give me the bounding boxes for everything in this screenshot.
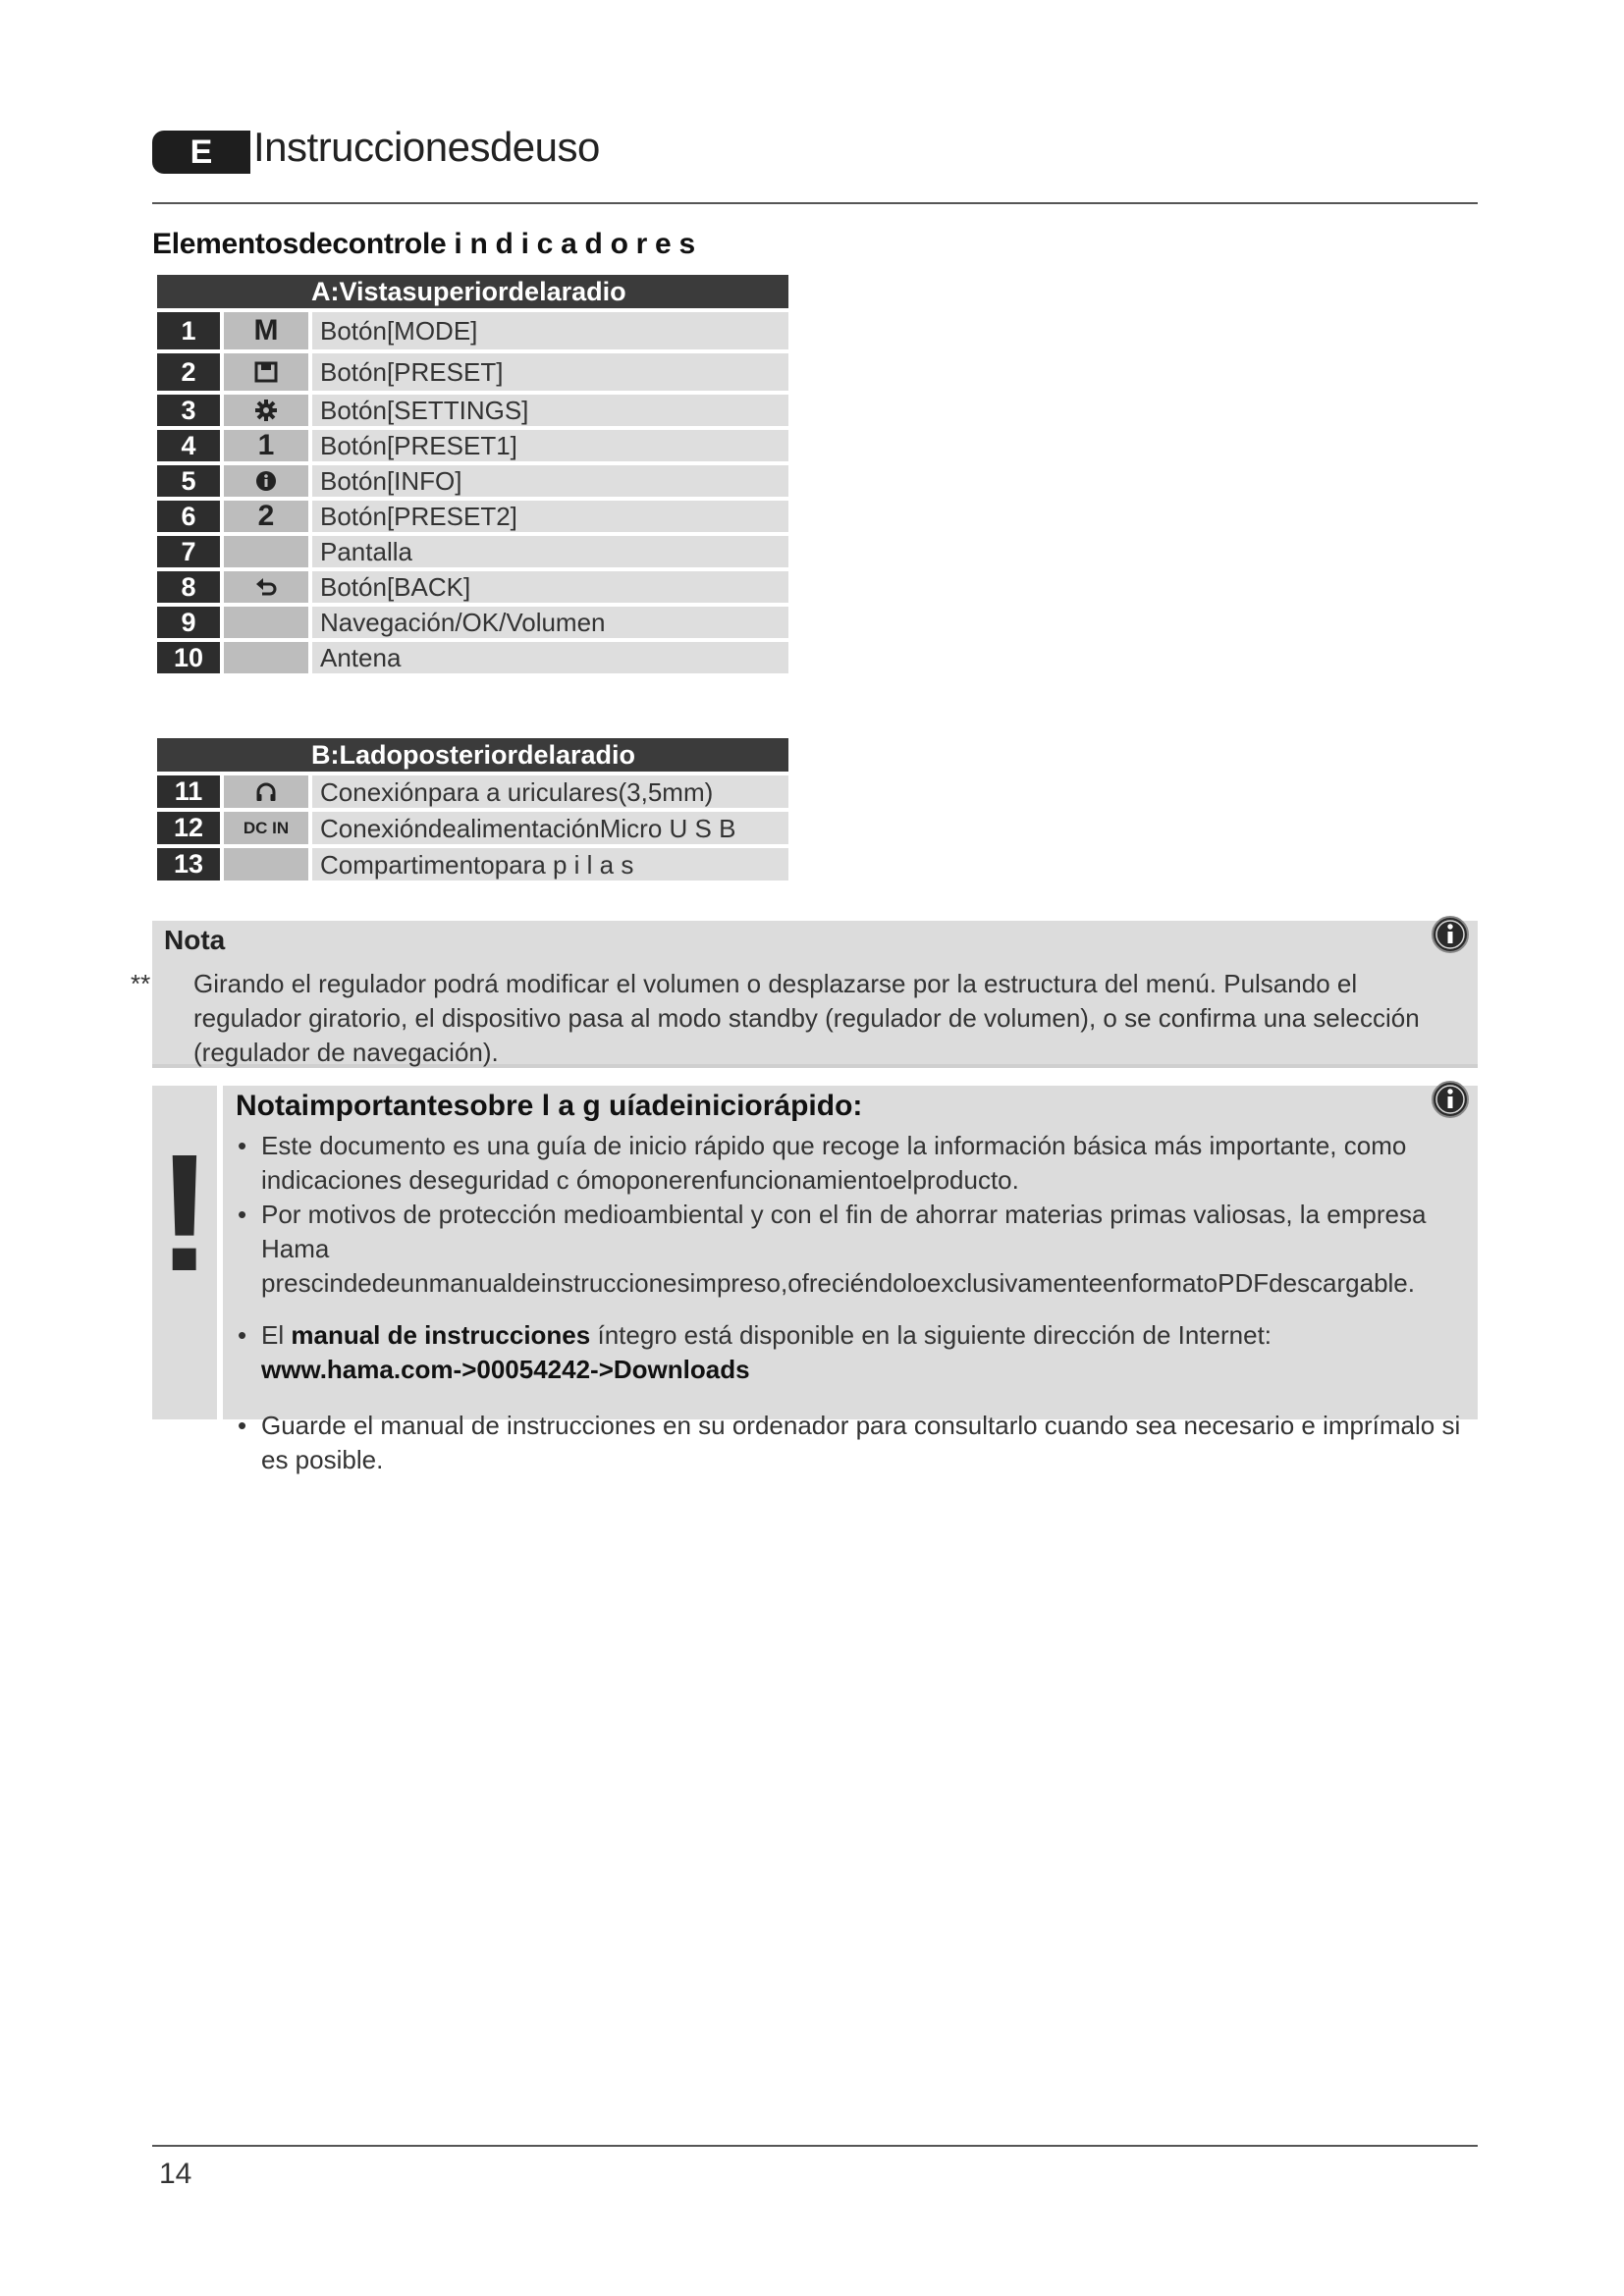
important-list: [236, 1129, 1463, 1477]
table-row: [157, 395, 788, 426]
row-label: Botón[PRESET]: [312, 353, 788, 391]
row-number: 1: [157, 312, 220, 349]
row-number: 3: [157, 395, 220, 426]
row-number: 9: [157, 607, 220, 638]
empty-icon-cell: [224, 607, 308, 638]
info-icon: [1431, 1080, 1470, 1119]
footer-divider: [152, 2145, 1478, 2147]
list-item: • Por motivos de protección medioambiental y con el fin de ahorrar materias primas valiosas, la empresa Hama prescindedeunmanualdeinstruccionesimpreso,ofreciéndoloexclusivamenteenformatoPDFdescargable.: [236, 1198, 1463, 1301]
table-row: [157, 848, 788, 881]
row-label: Navegación/OK/Volumen: [312, 607, 788, 638]
row-number: 5: [157, 465, 220, 497]
important-title: Notaimportantesobre l a g uíadeiniciorápido:: [236, 1090, 863, 1122]
table-top-view-title: A:Vistasuperiordelaradio: [157, 275, 788, 308]
table-row: [157, 465, 788, 497]
empty-icon-cell: [224, 848, 308, 881]
row-label: Botón[PRESET1]: [312, 430, 788, 461]
section-heading: Elementosdecontrole i n d i c a d o r e s: [152, 228, 695, 260]
row-label: Compartimentopara p i l a s: [312, 848, 788, 881]
settings-icon: [224, 395, 308, 426]
headphones-icon: [224, 775, 308, 808]
table-row: [157, 775, 788, 808]
note-body: Girando el regulador podrá modificar el volumen o desplazarse por la estructura del menú. Pulsando el regulador giratorio, el dispositivo pasa al modo standby (regulador de volumen), o se confirma una selección (regulador de navegación).: [193, 969, 1420, 1067]
table-row: [157, 607, 788, 638]
row-number: 4: [157, 430, 220, 461]
empty-icon-cell: [224, 642, 308, 673]
list-item: • El manual de instrucciones íntegro está disponible en la siguiente dirección de Internet: www.hama.com->00054242->Downloads: [236, 1318, 1463, 1387]
manual-bold-text: manual de instrucciones: [291, 1320, 591, 1350]
language-badge: E: [152, 131, 250, 174]
row-number: 11: [157, 775, 220, 808]
row-label: Antena: [312, 642, 788, 673]
info-icon: [224, 465, 308, 497]
table-row: [157, 312, 788, 349]
list-item: • Este documento es una guía de inicio rápido que recoge la información básica más importante, como indicaciones deseguridad c ómoponerenfuncionamientoelproducto.: [236, 1129, 1463, 1198]
row-label: Botón[MODE]: [312, 312, 788, 349]
row-label: Conexiónpara a uriculares(3,5mm): [312, 775, 788, 808]
download-link[interactable]: www.hama.com->00054242->Downloads: [261, 1355, 750, 1384]
table-row: [157, 353, 788, 391]
dc-in-icon: DC IN: [224, 812, 308, 844]
back-icon: [224, 571, 308, 603]
empty-icon-cell: [224, 536, 308, 567]
preset2-icon: 2: [224, 501, 308, 532]
mode-icon: M: [224, 312, 308, 349]
list-item: • Guarde el manual de instrucciones en su ordenador para consultarlo cuando sea necesario e imprímalo si es posible.: [236, 1409, 1463, 1477]
table-row: [157, 501, 788, 532]
table-rear-view-title: B:Ladoposteriordelaradio: [157, 738, 788, 772]
row-number: 7: [157, 536, 220, 567]
table-row: [157, 536, 788, 567]
table-rear-view: [157, 738, 788, 884]
table-row: [157, 430, 788, 461]
table-row: [157, 642, 788, 673]
note-marker: **: [131, 969, 151, 998]
note-text: [131, 967, 1431, 1070]
row-number: 8: [157, 571, 220, 603]
header-divider: [152, 202, 1478, 204]
row-label: Pantalla: [312, 536, 788, 567]
table-top-view: [157, 275, 788, 677]
row-label: ConexióndealimentaciónMicro U S B: [312, 812, 788, 844]
preset-icon: [224, 353, 308, 391]
page-number: 14: [159, 2158, 192, 2190]
preset1-icon: 1: [224, 430, 308, 461]
table-row: [157, 812, 788, 844]
row-number: 13: [157, 848, 220, 881]
exclamation-icon: !: [156, 1120, 213, 1307]
row-label: Botón[BACK]: [312, 571, 788, 603]
warning-sidebar: [152, 1086, 217, 1419]
row-label: Botón[INFO]: [312, 465, 788, 497]
row-number: 12: [157, 812, 220, 844]
row-number: 6: [157, 501, 220, 532]
row-number: 10: [157, 642, 220, 673]
document-title: Instruccionesdeuso: [253, 124, 600, 170]
note-title: Nota: [164, 925, 226, 955]
row-number: 2: [157, 353, 220, 391]
table-row: [157, 571, 788, 603]
info-icon: [1431, 915, 1470, 954]
row-label: Botón[PRESET2]: [312, 501, 788, 532]
row-label: Botón[SETTINGS]: [312, 395, 788, 426]
